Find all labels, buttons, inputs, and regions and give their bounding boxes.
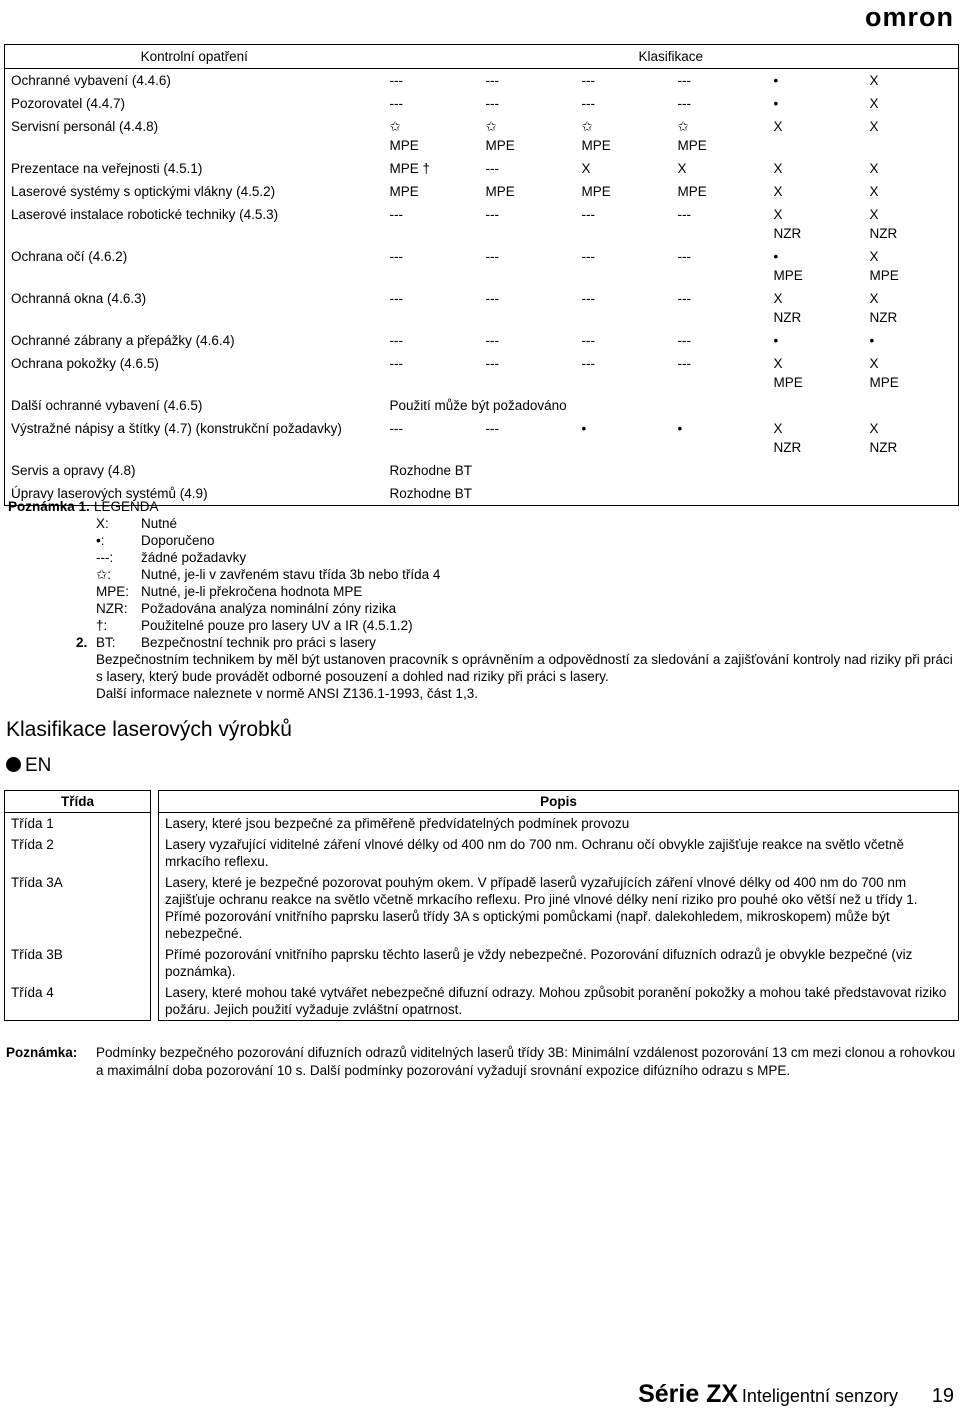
footnote-text: Podmínky bezpečného pozorování difuzních odrazů viditelných laserů třídy 3B: Minimální vzdálenost pozorování 13 cm mezi clonou a rohovkou a maximální doba pozorování 10 s. Další podmínky pozorování vyžadují srovnání expozice difúzního odrazu s MPE. (96, 1045, 956, 1078)
class-cell: X NZR (869, 291, 898, 325)
legend-key: ---: (96, 550, 114, 565)
class-row (5, 872, 959, 944)
legend-value: Nutné (141, 516, 178, 531)
class-cell: --- (581, 249, 595, 264)
class-cell: • (869, 333, 875, 348)
omron-logo: omron (865, 2, 954, 32)
header-class: Třída (5, 791, 151, 813)
table-row (5, 459, 959, 482)
class-cell: X MPE (773, 356, 803, 390)
row-label: Ochrana očí (4.6.2) (11, 249, 128, 264)
table-row (5, 287, 959, 329)
class-cell: --- (581, 207, 595, 222)
row-label: Ochrana pokožky (4.6.5) (11, 356, 159, 371)
region-label: EN (6, 755, 51, 777)
legend-value: Nutné, je-li v zavřeném stavu třída 3b nebo třída 4 (141, 567, 441, 582)
class-cell: X NZR (773, 421, 802, 455)
row-label: Další ochranné vybavení (4.6.5) (11, 398, 203, 413)
class-cell: --- (485, 161, 499, 176)
page-footer (638, 1380, 954, 1409)
row-span-value: Použití může být požadováno (389, 398, 567, 413)
legend-notes (8, 498, 958, 702)
class-cell: --- (389, 291, 403, 306)
class-row (5, 834, 959, 872)
class-cell: --- (581, 96, 595, 111)
note2-paragraph: Bezpečnostním technikem by měl být ustanoven pracovník s oprávněním a odpovědností za sledování a zajišťování kontroly nad riziky při práci s lasery, který bude provádět odborné posouzení a dohled nad riziky při práci s lasery. (96, 652, 953, 684)
control-measures-table (4, 44, 959, 506)
note2-reference: Další informace naleznete v normě ANSI Z136.1-1993, část 1,3. (96, 686, 478, 701)
class-cell: --- (677, 73, 691, 88)
legend-key: †: (96, 618, 108, 633)
class-cell: --- (581, 291, 595, 306)
table-row (5, 417, 959, 459)
class-cell: --- (485, 291, 499, 306)
note2-number: 2. (76, 635, 88, 650)
table-row (5, 69, 959, 93)
legend-title: LEGENDA (94, 499, 159, 514)
legend-value: Použitelné pouze pro lasery UV a IR (4.5.1.2) (141, 618, 413, 633)
class-cell: MPE (581, 184, 611, 199)
note2-key: BT: (96, 635, 116, 650)
row-span-value: Rozhodne BT (389, 463, 473, 478)
class-cell: X NZR (869, 421, 898, 455)
class-row (5, 944, 959, 982)
legend-item (8, 600, 958, 617)
table-row (5, 157, 959, 180)
legend-key: ✩: (96, 567, 112, 582)
note1-title: Poznámka 1. (8, 499, 90, 514)
legend-item (8, 583, 958, 600)
table-row (5, 329, 959, 352)
legend-key: NZR: (96, 601, 128, 616)
class-description: Lasery, které mohou také vytvářet nebezpečné difuzní odrazy. Mohou způsobit poranění pokožky a mohou také představovat riziko požáru. Jejich použití vyžaduje zvláštní opatrnost. (159, 982, 959, 1021)
series-name: Série ZX (638, 1380, 739, 1408)
class-description: Přímé pozorování vnitřního paprsku těchto laserů je vždy nebezpečné. Pozorování difuzních odrazů je obvykle bezpečné (viz poznámka). (159, 944, 959, 982)
row-label: Laserové systémy s optickými vlákny (4.5.2) (11, 184, 276, 199)
class-cell: --- (485, 421, 499, 436)
class-table-header (5, 791, 959, 813)
class-cell: MPE † (389, 161, 431, 176)
class-cell: --- (389, 96, 403, 111)
legend-key: MPE: (96, 584, 130, 599)
class-cell: --- (485, 207, 499, 222)
legend-item (8, 617, 958, 634)
class-cell: --- (677, 96, 691, 111)
class-name: Třída 1 (5, 813, 151, 835)
legend-item (8, 549, 958, 566)
bullet-icon (6, 757, 21, 772)
class-cell: X (773, 119, 783, 134)
class-cell: --- (485, 96, 499, 111)
table-row (5, 115, 959, 157)
row-label: Ochranná okna (4.6.3) (11, 291, 147, 306)
class-cell: X (869, 119, 879, 134)
class-name: Třída 3A (5, 872, 151, 944)
class-cell: • (773, 73, 779, 88)
class-cell: X (581, 161, 591, 176)
class-name: Třída 4 (5, 982, 151, 1021)
table-row (5, 92, 959, 115)
class-cell: --- (677, 207, 691, 222)
row-label: Ochranné zábrany a přepážky (4.6.4) (11, 333, 235, 348)
class-cell: --- (485, 356, 499, 371)
legend-value: Požadována analýza nominální zóny rizika (141, 601, 397, 616)
class-description: Lasery, které je bezpečné pozorovat pouhým okem. V případě laserů vyzařujících záření vlnové délky od 400 nm do 700 nm zajišťuje ochranu reakce na světlo včetně mrkacího reflexu. Pro jiné vlnové délky není riziko pro pouhé oko větší než u třídy 1. Přímé pozorování vnitřního paprsku laserů třídy 3A s optickými pomůckami (např. dalekohledem, mikroskopem) může být nebezpečné. (159, 872, 959, 944)
note2-value: Bezpečnostní technik pro práci s lasery (141, 635, 376, 650)
header-description: Popis (159, 791, 959, 813)
row-span-value: Rozhodne BT (389, 486, 473, 501)
table-row (5, 203, 959, 245)
class-cell: X (677, 161, 687, 176)
section-title: Klasifikace laserových výrobků (6, 718, 292, 741)
class-cell: --- (677, 249, 691, 264)
class-cell: X (773, 184, 783, 199)
class-cell: X (773, 161, 783, 176)
legend-value: Nutné, je-li překročena hodnota MPE (141, 584, 363, 599)
class-cell: X NZR (869, 207, 898, 241)
table-row (5, 180, 959, 203)
class-cell: • MPE (773, 249, 803, 283)
class-cell: X (869, 184, 879, 199)
footnote (6, 1044, 958, 1080)
table-header-row (5, 45, 959, 69)
row-label: Výstražné nápisy a štítky (4.7) (konstrukční požadavky) (11, 421, 342, 436)
class-cell: ✩ MPE (677, 119, 707, 153)
row-label: Servisní personál (4.4.8) (11, 119, 159, 134)
class-cell: --- (677, 356, 691, 371)
class-cell: --- (581, 356, 595, 371)
legend-key: X: (96, 516, 109, 531)
laser-class-table (4, 790, 959, 1021)
legend-item (8, 566, 958, 583)
row-label: Úpravy laserových systémů (4.9) (11, 486, 208, 501)
class-row (5, 813, 959, 835)
footnote-label: Poznámka: (6, 1045, 78, 1060)
row-label: Servis a opravy (4.8) (11, 463, 136, 478)
class-name: Třída 3B (5, 944, 151, 982)
class-cell: --- (389, 333, 403, 348)
row-label: Prezentace na veřejnosti (4.5.1) (11, 161, 203, 176)
class-cell: X MPE (869, 356, 899, 390)
legend-value: žádné požadavky (141, 550, 247, 565)
table-row (5, 394, 959, 417)
class-cell: --- (389, 207, 403, 222)
class-name: Třída 2 (5, 834, 151, 872)
class-cell: --- (677, 333, 691, 348)
class-cell: ✩ MPE (389, 119, 419, 153)
class-cell: MPE (389, 184, 419, 199)
class-description: Lasery, které jsou bezpečné za přiměřeně předvídatelných podmínek provozu (159, 813, 959, 835)
class-cell: --- (581, 73, 595, 88)
class-cell: --- (389, 421, 403, 436)
class-cell: MPE (677, 184, 707, 199)
class-cell: ✩ MPE (581, 119, 611, 153)
class-cell: X (869, 96, 879, 111)
row-label: Laserové instalace robotické techniky (4.5.3) (11, 207, 279, 222)
class-cell: --- (485, 249, 499, 264)
legend-item (8, 532, 958, 549)
row-label: Ochranné vybavení (4.4.6) (11, 73, 171, 88)
class-cell: • (773, 96, 779, 111)
class-cell: --- (389, 249, 403, 264)
product-name: Inteligentní senzory (741, 1386, 898, 1406)
class-cell: --- (485, 73, 499, 88)
class-row (5, 982, 959, 1021)
header-control-measures: Kontrolní opatření (5, 45, 384, 69)
class-cell: X MPE (869, 249, 899, 283)
legend-key: •: (96, 533, 105, 548)
class-cell: X NZR (773, 207, 802, 241)
row-label: Pozorovatel (4.4.7) (11, 96, 126, 111)
class-cell: • (677, 421, 683, 436)
table-row (5, 352, 959, 394)
legend-item (8, 515, 958, 532)
class-cell: X (869, 73, 879, 88)
class-cell: --- (485, 333, 499, 348)
legend-value: Doporučeno (141, 533, 215, 548)
class-cell: --- (389, 73, 403, 88)
class-cell: --- (677, 291, 691, 306)
header-classification: Klasifikace (384, 45, 959, 69)
class-cell: MPE (485, 184, 515, 199)
class-cell: X NZR (773, 291, 802, 325)
class-cell: X (869, 161, 879, 176)
class-cell: ✩ MPE (485, 119, 515, 153)
page-number: 19 (931, 1385, 954, 1407)
class-cell: • (581, 421, 587, 436)
table-row (5, 245, 959, 287)
class-cell: • (773, 333, 779, 348)
class-cell: --- (389, 356, 403, 371)
class-cell: --- (581, 333, 595, 348)
class-description: Lasery vyzařující viditelné záření vlnové délky od 400 nm do 700 nm. Ochranu očí obvykle zajišťuje reakce na světlo včetně mrkacího reflexu. (159, 834, 959, 872)
